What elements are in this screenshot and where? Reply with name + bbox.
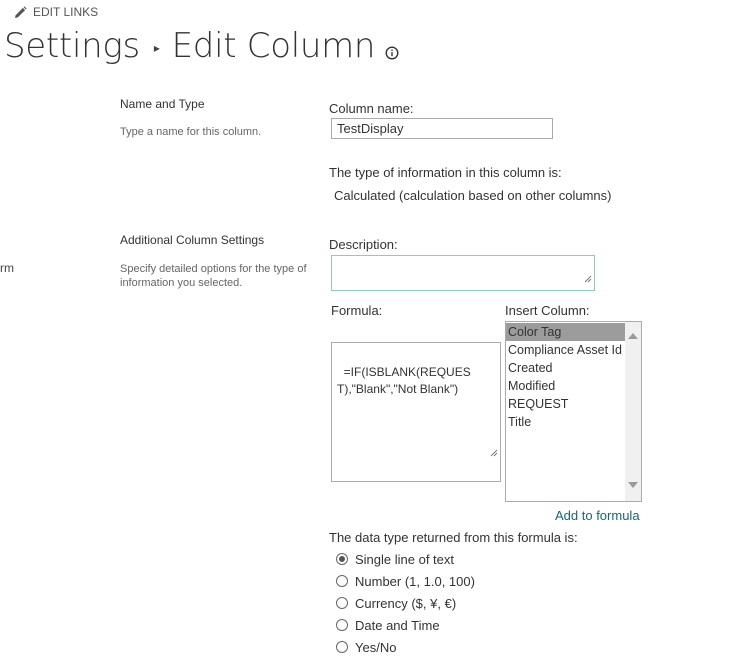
- column-name-input[interactable]: [331, 118, 553, 139]
- radio-option-single-line[interactable]: [336, 548, 475, 570]
- column-name-label: Column name:: [329, 101, 414, 116]
- radio-label: Currency ($, ¥, €): [355, 595, 457, 611]
- formula-label: Formula:: [331, 303, 383, 318]
- description-label: Description:: [329, 237, 398, 252]
- formula-value: =IF(ISBLANK(REQUEST),"Blank","Not Blank"): [337, 365, 471, 396]
- additional-settings-description: Specify detailed options for the type of information you selected.: [120, 263, 307, 289]
- breadcrumb-separator-icon: ▸: [153, 41, 160, 55]
- list-item[interactable]: Created: [508, 361, 553, 375]
- radio-option-yes-no[interactable]: [336, 636, 475, 658]
- resize-grip-icon[interactable]: [584, 270, 592, 288]
- radio-button[interactable]: [336, 597, 348, 609]
- additional-settings-heading: Additional Column Settings: [120, 233, 265, 247]
- formula-textarea[interactable]: [331, 342, 501, 482]
- radio-label: Yes/No: [355, 639, 397, 655]
- list-item[interactable]: REQUEST: [508, 397, 569, 411]
- list-item[interactable]: Modified: [508, 379, 556, 393]
- name-type-heading: Name and Type: [120, 97, 205, 111]
- radio-button[interactable]: [336, 619, 348, 631]
- list-item[interactable]: Compliance Asset Id: [508, 343, 622, 357]
- page-title: [4, 26, 399, 66]
- scroll-down-icon[interactable]: [628, 476, 638, 494]
- type-info-label: The type of information in this column is:: [329, 165, 562, 180]
- description-textarea[interactable]: [331, 255, 595, 291]
- breadcrumb-settings[interactable]: Settings: [4, 26, 140, 66]
- edit-links-label: EDIT LINKS: [33, 5, 99, 19]
- radio-label: Number (1, 1.0, 100): [355, 573, 475, 589]
- radio-label: Single line of text: [355, 551, 455, 567]
- info-icon[interactable]: [385, 29, 399, 69]
- list-item[interactable]: Color Tag: [506, 323, 626, 341]
- name-type-description: Type a name for this column.: [120, 126, 262, 138]
- list-item[interactable]: Title: [508, 415, 532, 429]
- resize-grip-icon[interactable]: [477, 428, 498, 479]
- breadcrumb-current: Edit Column: [171, 26, 376, 66]
- pencil-icon: [14, 6, 27, 19]
- radio-option-currency[interactable]: [336, 592, 475, 614]
- truncated-nav-text[interactable]: rm: [0, 261, 14, 275]
- return-type-label: The data type returned from this formula is:: [329, 530, 578, 545]
- insert-column-label: Insert Column:: [505, 303, 590, 318]
- radio-option-date-time[interactable]: [336, 614, 475, 636]
- insert-column-list[interactable]: [505, 321, 642, 502]
- column-type-value: Calculated (calculation based on other columns): [334, 188, 612, 203]
- radio-option-number[interactable]: [336, 570, 475, 592]
- add-to-formula-link[interactable]: Add to formula: [555, 508, 640, 523]
- radio-button[interactable]: [336, 575, 348, 587]
- scroll-up-icon[interactable]: [628, 327, 638, 345]
- radio-label: Date and Time: [355, 617, 440, 633]
- radio-button[interactable]: [336, 553, 348, 565]
- edit-links[interactable]: [14, 5, 98, 19]
- return-type-options: [336, 548, 475, 658]
- list-scrollbar[interactable]: [625, 322, 641, 501]
- radio-button[interactable]: [336, 641, 348, 653]
